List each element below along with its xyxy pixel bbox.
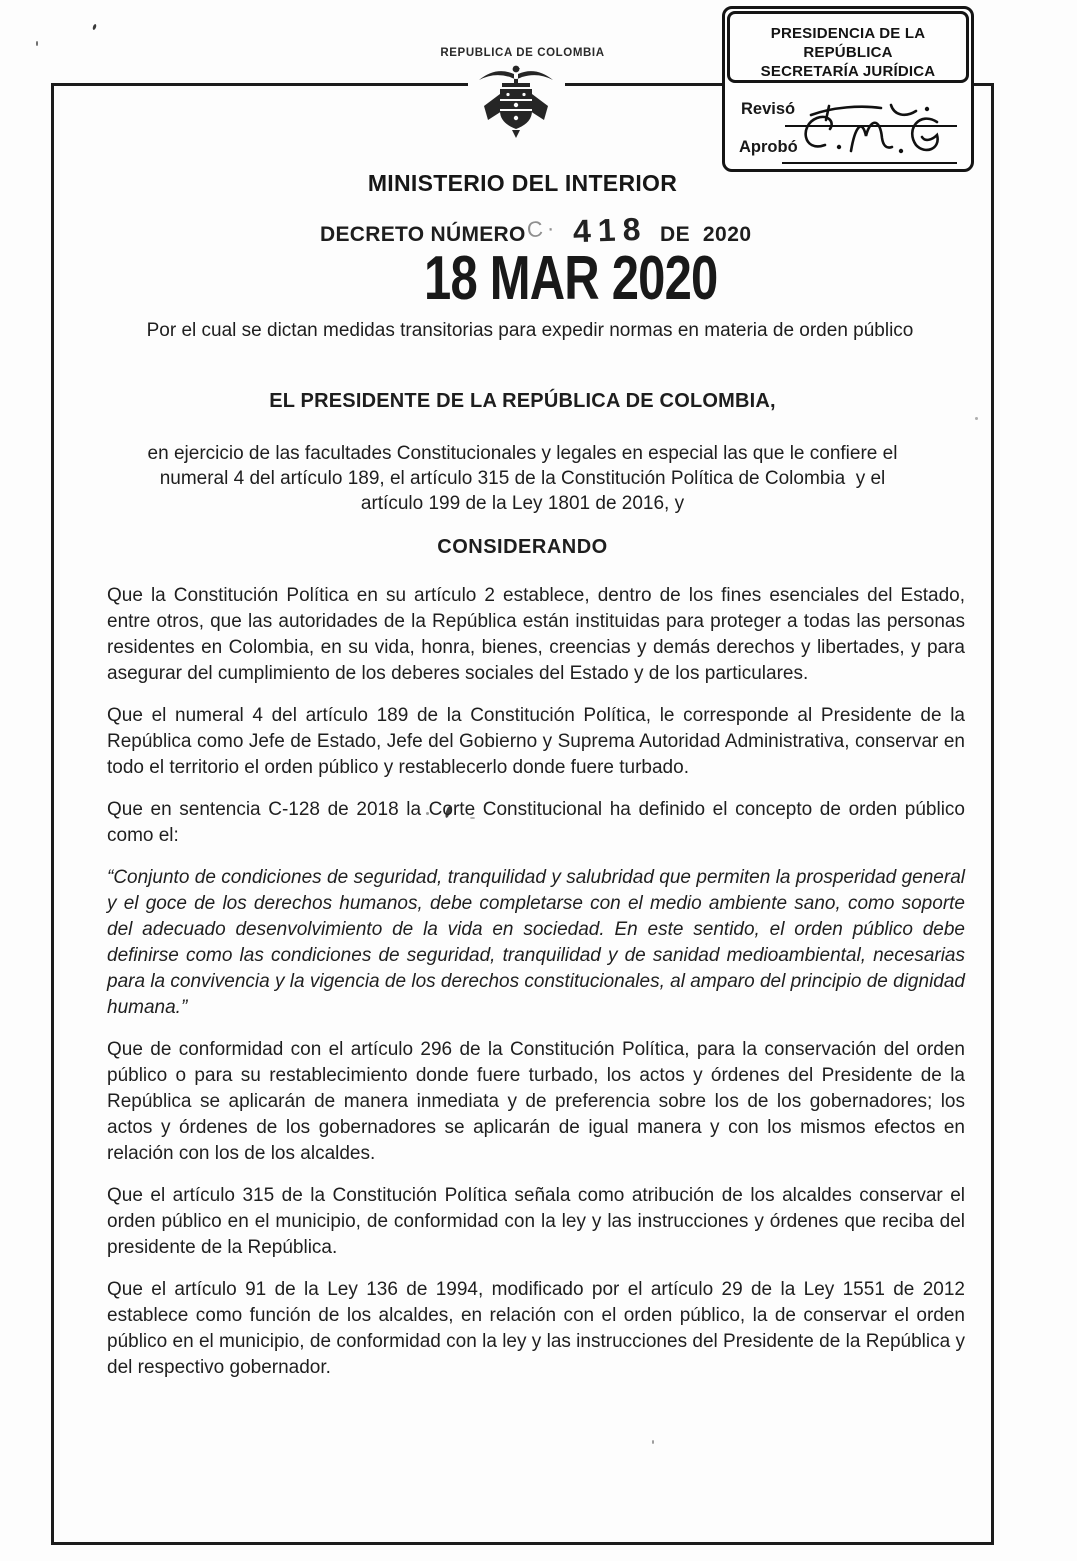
juridical-secretary-stamp bbox=[722, 6, 974, 172]
ministry-title: MINISTERIO DEL INTERIOR bbox=[367, 170, 678, 196]
republic-title: REPUBLICA DE COLOMBIA bbox=[440, 47, 605, 59]
scan-speck bbox=[36, 41, 38, 46]
scan-speck bbox=[92, 24, 97, 31]
decree-number-label: DECRETO NÚMERO bbox=[320, 223, 526, 246]
reviso-label: Revisó bbox=[741, 100, 796, 118]
considerando-paragraph: Que de conformidad con el artículo 296 de la Constitución Política, para la conservación del orden público o para su restablecimiento donde fuere turbado, los actos y órdenes del Presidente de la República se aplicarán de manera inmediata y de preferencia sobre los de los gobernadores; los actos y órdenes de los gobernadores se aplicarán de igual manera y con los mismos efectos en relación con los de los alcaldes. bbox=[107, 1039, 965, 1164]
president-heading: EL PRESIDENTE DE LA REPÚBLICA DE COLOMBIA, bbox=[269, 390, 776, 412]
considerando-paragraph: Que la Constitución Política en su artículo 2 establece, dentro de los fines esenciales del Estado, entre otros, que las autoridades de la República están instituidas para proteger a todas las personas residentes en Colombia, en su vida, honra, bienes, creencias y demás derechos y libertades, y para asegurar del cumplimiento de los deberes sociales del Estado y de los particulares. bbox=[107, 585, 965, 684]
decree-number-mark: C· bbox=[525, 214, 560, 243]
scan-speck bbox=[975, 417, 978, 420]
considerando-paragraph: Que el numeral 4 del artículo 189 de la Constitución Política, le corresponde al Presidente de la República como Jefe de Estado, Jefe del Gobierno y Suprema Autoridad Administrativa, conservar en todo el territorio el orden público y restablecerlo donde fuere turbado. bbox=[107, 705, 965, 778]
considerando-paragraph: Que en sentencia C-128 de 2018 la Corte Constitucional ha definido el concepto de orden público como el: bbox=[107, 799, 965, 846]
decree-number-stamp: 418 bbox=[572, 210, 648, 250]
considerando-body bbox=[107, 583, 965, 1397]
considerando-paragraph: Que el artículo 315 de la Constitución Política señala como atribución de los alcaldes conservar el orden público en el municipio, de conformidad con la ley y las instrucciones y órdenes que reciba del presidente de la República. bbox=[107, 1185, 965, 1258]
stamp-title-line2: SECRETARÍA JURÍDICA bbox=[760, 63, 936, 80]
considerando-heading: CONSIDERANDO bbox=[437, 536, 608, 558]
aprobo-signature-icon bbox=[785, 109, 965, 167]
powers-line: artículo 199 de la Ley 1801 de 2016, y bbox=[360, 493, 685, 514]
aprobo-label: Aprobó bbox=[739, 138, 798, 156]
colombia-coat-of-arms-icon bbox=[476, 64, 556, 138]
legal-quote-paragraph: “Conjunto de condiciones de seguridad, tranquilidad y salubridad que permiten la prosperidad general y el goce de los derechos humanos, debe completarse con el medio ambiente sano, como soporte del adecuado desenvolvimiento de la vida en sociedad. En este sentido, el orden público debe definirse como las condiciones de seguridad, tranquilidad y de sanidad medioambiental, necesarias para la convivencia y la vigencia de los derechos constitucionales, al amparo del principio de dignidad humana.” bbox=[107, 867, 965, 1018]
powers-paragraph bbox=[51, 441, 994, 516]
considerando-paragraph: Que el artículo 91 de la Ley 136 de 1994, modificado por el artículo 29 de la Ley 1551 de 2012 establece como función de los alcaldes, en relación con el orden público, la de conservar el orden público en el municipio, de conformidad con la ley y las instrucciones del Presidente de la República y del respectivo gobernador. bbox=[107, 1279, 965, 1378]
decree-year-label: DE 2020 bbox=[660, 223, 752, 246]
date-stamp: 18 MAR 2020 bbox=[424, 244, 718, 313]
stamp-title-line1: PRESIDENCIA DE LA REPÚBLICA bbox=[770, 25, 926, 61]
powers-line: numeral 4 del artículo 189, el artículo 315 de la Constitución Política de Colombia y el bbox=[159, 468, 886, 489]
stamp-title bbox=[727, 11, 969, 83]
subject-line: Por el cual se dictan medidas transitorias para expedir normas en materia de orden público bbox=[146, 320, 914, 341]
powers-line: en ejercicio de las facultades Constitucionales y legales en especial las que le confiere el bbox=[147, 443, 898, 464]
scan-speck bbox=[652, 1440, 654, 1444]
